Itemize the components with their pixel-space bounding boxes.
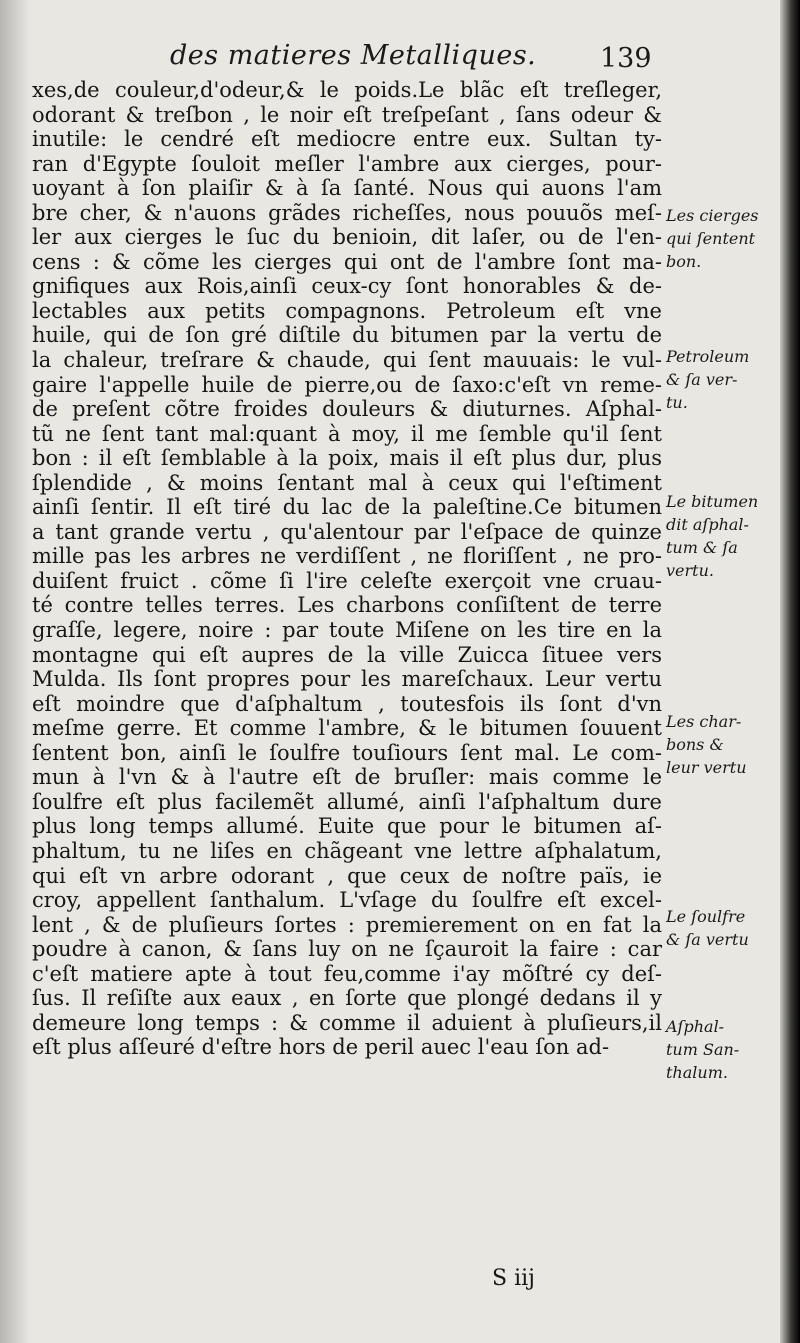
margin-note-line: tu. bbox=[666, 393, 688, 412]
text-line: duiſent fruict . cõme ſi l'ire celeſte exerçoit vne cruau- bbox=[32, 568, 662, 593]
text-line: ſentent bon, ainſi le ſoulfre touſiours ſent mal. Le com- bbox=[32, 740, 662, 765]
margin-note-bitumen bbox=[666, 490, 780, 582]
text-line: ainſi ſentir. Il eſt tiré du lac de la paleſtine.Ce bitumen bbox=[32, 495, 662, 520]
text-line: tũ ne ſent tant mal:quant à moy, il me ſemble qu'il ſent bbox=[32, 421, 662, 446]
margin-note-line: tum San- bbox=[666, 1040, 740, 1059]
margin-note-line: Petroleum bbox=[666, 347, 750, 366]
text-line: uoyant à ſon plaiſir & à ſa ſanté. Nous qui auons l'am bbox=[32, 176, 662, 201]
text-line: odorant & treſbon , le noir eſt treſpeſant , ſans odeur & bbox=[32, 102, 662, 127]
margin-note-charbons bbox=[666, 710, 780, 779]
gutter-shadow bbox=[0, 0, 30, 1343]
text-line: xes,de couleur,d'odeur,& le poids.Le blãc eſt treſleger, bbox=[32, 78, 662, 102]
text-line: a tant grande vertu , qu'alentour par l'eſpace de quinze bbox=[32, 519, 662, 544]
margin-note-soulfre bbox=[666, 905, 780, 951]
text-line: gaire l'appelle huile de pierre,ou de ſaxo:c'eſt vn reme- bbox=[32, 372, 662, 397]
margin-note-line: qui ſentent bbox=[666, 229, 756, 248]
margin-note-line: & ſa ver- bbox=[666, 370, 738, 389]
body-text bbox=[32, 78, 662, 1060]
text-line: cens : & cõme les cierges qui ont de l'ambre ſont ma- bbox=[32, 249, 662, 274]
text-line: de preſent cõtre froides douleurs & diuturnes. Aſphal- bbox=[32, 397, 662, 422]
text-line: eſt moindre que d'aſphaltum , toutesfois ils ſont d'vn bbox=[32, 691, 662, 716]
text-line: phaltum, tu ne liſes en chãgeant vne lettre aſphalatum, bbox=[32, 838, 662, 863]
text-line: graſſe, legere, noire : par toute Miſene on les tire en la bbox=[32, 618, 662, 643]
text-line: c'eſt matiere apte à tout feu,comme i'ay mõſtré cy deſ- bbox=[32, 961, 662, 986]
margin-note-asphaltum-santhalum bbox=[666, 1015, 780, 1084]
margin-note-line: Aſphal- bbox=[666, 1017, 725, 1036]
page-edge-shadow bbox=[780, 0, 800, 1343]
margin-note-line: Les char- bbox=[666, 712, 742, 731]
margin-note-line: tum & ſa bbox=[666, 538, 738, 557]
signature-mark: S iij bbox=[492, 1266, 535, 1291]
margin-note-line: & ſa vertu bbox=[666, 930, 749, 949]
text-line: plus long temps allumé. Euite que pour le bitumen aſ- bbox=[32, 814, 662, 839]
text-line: huile, qui de ſon gré diſtile du bitumen par la vertu de bbox=[32, 323, 662, 348]
margin-note-line: dit aſphal- bbox=[666, 515, 749, 534]
margin-note-line: Les cierges bbox=[666, 206, 759, 225]
text-line: montagne qui eſt aupres de la ville Zuicca ſituee vers bbox=[32, 642, 662, 667]
text-line: demeure long temps : & comme il aduient à pluſieurs,il bbox=[32, 1010, 662, 1035]
page-number: 139 bbox=[600, 43, 652, 74]
margin-note-line: bons & bbox=[666, 735, 724, 754]
text-line: eſt plus aſſeuré d'eſtre hors de peril auec l'eau ſon ad- bbox=[32, 1035, 610, 1060]
text-line: té contre telles terres. Les charbons conſiſtent de terre bbox=[32, 593, 662, 618]
margin-note-petroleum bbox=[666, 345, 780, 414]
margin-note-line: thalum. bbox=[666, 1063, 728, 1082]
text-line: poudre à canon, & ſans luy on ne ſçauroit la faire : car bbox=[32, 937, 662, 962]
text-line: ler aux cierges le ſuc du benioin, dit laſer, ou de l'en- bbox=[32, 225, 662, 250]
margin-note-line: vertu. bbox=[666, 561, 714, 580]
text-line: ran d'Egypte ſouloit meſler l'ambre aux cierges, pour- bbox=[32, 151, 662, 176]
text-line: gnifiques aux Rois,ainſi ceux-cy ſont honorables & de- bbox=[32, 274, 662, 299]
running-title: des matieres Metalliques. bbox=[170, 40, 537, 71]
text-line: bon : il eſt ſemblable à la poix, mais il eſt plus dur, plus bbox=[32, 446, 662, 471]
text-line: mun à l'vn & à l'autre eſt de bruſler: mais comme le bbox=[32, 765, 662, 790]
text-line: ſoulfre eſt plus facilemẽt allumé, ainſi l'aſphaltum dure bbox=[32, 789, 662, 814]
text-line: inutile: le cendré eſt mediocre entre eux. Sultan ty- bbox=[32, 127, 662, 152]
text-line: mille pas les arbres ne verdiſſent , ne floriſſent , ne pro- bbox=[32, 544, 662, 569]
margin-note-line: Le ſoulfre bbox=[666, 907, 746, 926]
text-line: Mulda. Ils ſont propres pour les mareſchaux. Leur vertu bbox=[32, 667, 662, 692]
text-line: bre cher, & n'auons grãdes richeſſes, nous pouuõs meſ- bbox=[32, 200, 662, 225]
margin-note-line: leur vertu bbox=[666, 758, 747, 777]
text-line: lent , & de pluſieurs ſortes : premierement on en fat la bbox=[32, 912, 662, 937]
text-line: croy, appellent ſanthalum. L'vſage du ſoulfre eſt excel- bbox=[32, 888, 662, 913]
text-line: qui eſt vn arbre odorant , que ceux de noſtre païs, ie bbox=[32, 863, 662, 888]
margin-note-line: bon. bbox=[666, 252, 702, 271]
margin-note-line: Le bitumen bbox=[666, 492, 759, 511]
text-line: ſplendide , & moins ſentant mal à ceux qui l'eſtiment bbox=[32, 470, 662, 495]
text-line: la chaleur, treſrare & chaude, qui ſent mauuais: le vul- bbox=[32, 348, 662, 373]
margin-note-cierges bbox=[666, 204, 780, 273]
text-line: ſus. Il reſiſte aux eaux , en ſorte que plongé dedans il y bbox=[32, 986, 662, 1011]
text-line: meſme gerre. Et comme l'ambre, & le bitumen ſouuent bbox=[32, 716, 662, 741]
text-line: lectables aux petits compagnons. Petroleum eſt vne bbox=[32, 298, 662, 323]
